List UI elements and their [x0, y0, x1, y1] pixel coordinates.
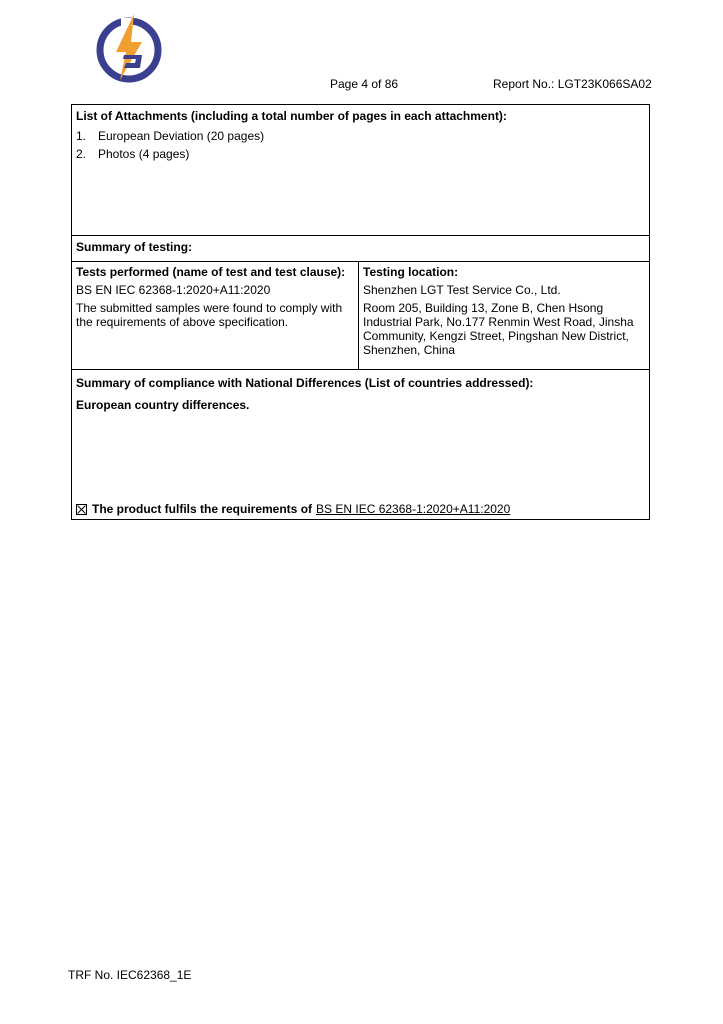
compliance-section — [72, 370, 649, 519]
summary-title: Summary of testing: — [76, 240, 193, 254]
address-line: Shenzhen, China — [363, 343, 456, 357]
location-header: Testing location: — [363, 265, 459, 279]
list-item-text: Photos (4 pages) — [98, 147, 190, 161]
list-item-text: European Deviation (20 pages) — [98, 129, 265, 143]
compliance-countries: European country differences. — [76, 398, 250, 412]
tests-result-line: the requirements of above specification. — [76, 315, 289, 329]
page-number: Page 4 of 86 — [330, 77, 399, 91]
tests-performed-column — [72, 262, 359, 369]
tests-standard: BS EN IEC 62368-1:2020+A11:2020 — [76, 283, 271, 297]
tests-header: Tests performed (name of test and test clause): — [76, 265, 346, 279]
list-item-number: 1. — [76, 129, 87, 143]
tests-section — [72, 262, 649, 370]
trf-number: TRF No. IEC62368_1E — [68, 968, 192, 982]
list-item — [76, 145, 645, 163]
summary-of-testing-header — [72, 236, 649, 262]
location-company: Shenzhen LGT Test Service Co., Ltd. — [363, 283, 561, 297]
attachments-title: List of Attachments (including a total number of pages in each attachment): — [76, 109, 507, 123]
fulfil-standard: BS EN IEC 62368-1:2020+A11:2020 — [316, 502, 511, 516]
attachments-section — [72, 105, 649, 236]
list-item-number: 2. — [76, 147, 87, 161]
tests-result-line: The submitted samples were found to comply with — [76, 301, 343, 315]
address-line: Room 205, Building 13, Zone B, Chen Hsong — [363, 301, 604, 315]
fulfil-statement — [76, 502, 510, 516]
company-logo — [94, 12, 164, 84]
fulfil-text: The product fulfils the requirements of — [92, 502, 313, 516]
location-address — [363, 301, 645, 357]
attachments-list — [76, 127, 645, 163]
list-item — [76, 127, 645, 145]
address-line: Industrial Park, No.177 Renmin West Road, Jinsha — [363, 315, 634, 329]
report-number: Report No.: LGT23K066SA02 — [493, 77, 652, 91]
address-line: Community, Kengzi Street, Pingshan New District, — [363, 329, 629, 343]
testing-location-column — [359, 262, 649, 369]
compliance-title: Summary of compliance with National Differences (List of countries addressed): — [76, 376, 534, 390]
checked-box-icon[interactable] — [76, 504, 87, 515]
report-summary-table — [71, 104, 650, 520]
tests-result — [76, 301, 354, 329]
